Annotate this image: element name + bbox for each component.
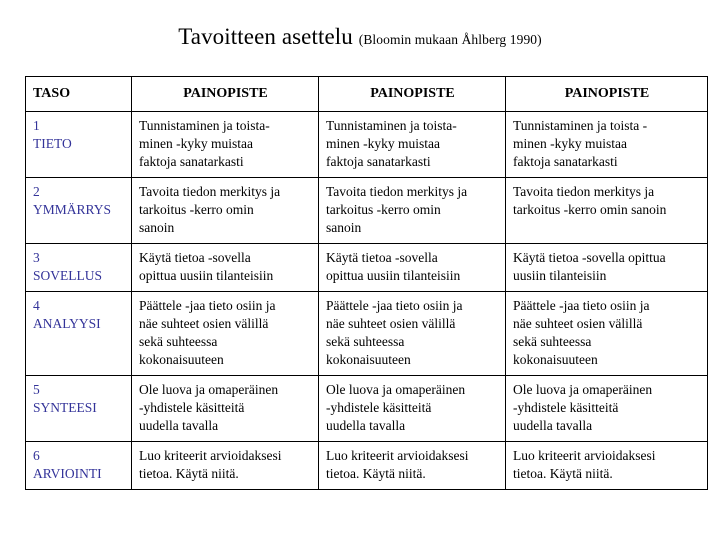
focus-line: tietoa. Käytä niitä. [513,466,613,481]
focus-line: sekä suhteessa [139,334,218,349]
table-row [26,112,708,178]
focus-line: Käytä tietoa -sovella opittua [513,250,666,265]
focus-line: tarkoitus -kerro omin [139,202,254,217]
cell-focus-2 [319,442,506,490]
focus-line: Ole luova ja omaperäinen [513,382,653,397]
focus-line: opittua uusiin tilanteisiin [326,268,461,283]
focus-line: faktoja sanatarkasti [326,154,431,169]
focus-line: tarkoitus -kerro omin sanoin [513,202,667,217]
cell-focus-1 [132,292,319,376]
focus-line: Luo kriteerit arvioidaksesi [139,448,282,463]
column-header-level: TASO [26,77,132,112]
focus-line: opittua uusiin tilanteisiin [139,268,274,283]
focus-line: kokonaisuuteen [326,352,411,367]
column-header-focus-1: PAINOPISTE [132,77,319,112]
page-title-subtitle: (Bloomin mukaan Åhlberg 1990) [358,32,542,47]
cell-focus-1 [132,442,319,490]
focus-line: tarkoitus -kerro omin [326,202,441,217]
cell-focus-2 [319,178,506,244]
cell-level-5 [26,376,132,442]
cell-focus-2 [319,376,506,442]
level-number: 4 [33,298,40,313]
focus-line: Ole luova ja omaperäinen [326,382,466,397]
page-title [0,24,720,53]
focus-line: minen -kyky muistaa [513,136,627,151]
focus-line: tietoa. Käytä niitä. [326,466,426,481]
focus-line: uusiin tilanteisiin [513,268,607,283]
focus-line: faktoja sanatarkasti [513,154,618,169]
level-number: 1 [33,118,40,133]
cell-focus-1 [132,244,319,292]
cell-level-4 [26,292,132,376]
focus-line: Päättele -jaa tieto osiin ja [513,298,650,313]
focus-line: sekä suhteessa [513,334,592,349]
focus-line: tietoa. Käytä niitä. [139,466,239,481]
cell-focus-3 [506,178,708,244]
cell-level-3 [26,244,132,292]
table-row [26,442,708,490]
level-name: ARVIOINTI [33,466,102,481]
level-name: YMMÄRRYS [33,202,112,217]
focus-line: -yhdistele käsitteitä [326,400,432,415]
cell-level-2 [26,178,132,244]
cell-focus-2 [319,244,506,292]
focus-line: sekä suhteessa [326,334,405,349]
focus-line: sanoin [326,220,362,235]
cell-focus-2 [319,112,506,178]
focus-line: näe suhteet osien välillä [326,316,456,331]
table-row [26,376,708,442]
focus-line: -yhdistele käsitteitä [513,400,619,415]
focus-line: Käytä tietoa -sovella [326,250,438,265]
cell-focus-3 [506,376,708,442]
focus-line: näe suhteet osien välillä [139,316,269,331]
focus-line: Luo kriteerit arvioidaksesi [513,448,656,463]
table-row [26,178,708,244]
focus-line: näe suhteet osien välillä [513,316,643,331]
focus-line: sanoin [139,220,175,235]
table-row [26,244,708,292]
cell-focus-2 [319,292,506,376]
cell-focus-3 [506,292,708,376]
focus-line: kokonaisuuteen [139,352,224,367]
cell-focus-3 [506,112,708,178]
level-number: 2 [33,184,40,199]
focus-line: minen -kyky muistaa [139,136,253,151]
level-number: 5 [33,382,40,397]
focus-line: Päättele -jaa tieto osiin ja [326,298,463,313]
table-row [26,292,708,376]
cell-focus-3 [506,442,708,490]
level-number: 3 [33,250,40,265]
focus-line: Tunnistaminen ja toista- [326,118,457,133]
level-name: SYNTEESI [33,400,97,415]
focus-line: uudella tavalla [139,418,219,433]
column-header-focus-3: PAINOPISTE [506,77,708,112]
focus-line: kokonaisuuteen [513,352,598,367]
focus-line: -yhdistele käsitteitä [139,400,245,415]
focus-line: Käytä tietoa -sovella [139,250,251,265]
cell-focus-3 [506,244,708,292]
cell-level-6 [26,442,132,490]
focus-line: faktoja sanatarkasti [139,154,244,169]
focus-line: Päättele -jaa tieto osiin ja [139,298,276,313]
focus-line: uudella tavalla [513,418,593,433]
focus-line: Tunnistaminen ja toista - [513,118,648,133]
focus-line: Tavoita tiedon merkitys ja [326,184,468,199]
table-header-row [26,77,708,112]
level-name: ANALYYSI [33,316,101,331]
focus-line: Tavoita tiedon merkitys ja [139,184,281,199]
level-name: SOVELLUS [33,268,103,283]
table-body [26,112,708,490]
focus-line: uudella tavalla [326,418,406,433]
page-title-main: Tavoitteen asettelu [178,24,359,49]
bloom-taxonomy-table [25,76,708,490]
cell-level-1 [26,112,132,178]
level-name: TIETO [33,136,72,151]
cell-focus-1 [132,178,319,244]
column-header-focus-2: PAINOPISTE [319,77,506,112]
cell-focus-1 [132,112,319,178]
focus-line: minen -kyky muistaa [326,136,440,151]
focus-line: Tunnistaminen ja toista- [139,118,270,133]
focus-line: Ole luova ja omaperäinen [139,382,279,397]
focus-line: Tavoita tiedon merkitys ja [513,184,655,199]
focus-line: Luo kriteerit arvioidaksesi [326,448,469,463]
cell-focus-1 [132,376,319,442]
level-number: 6 [33,448,40,463]
